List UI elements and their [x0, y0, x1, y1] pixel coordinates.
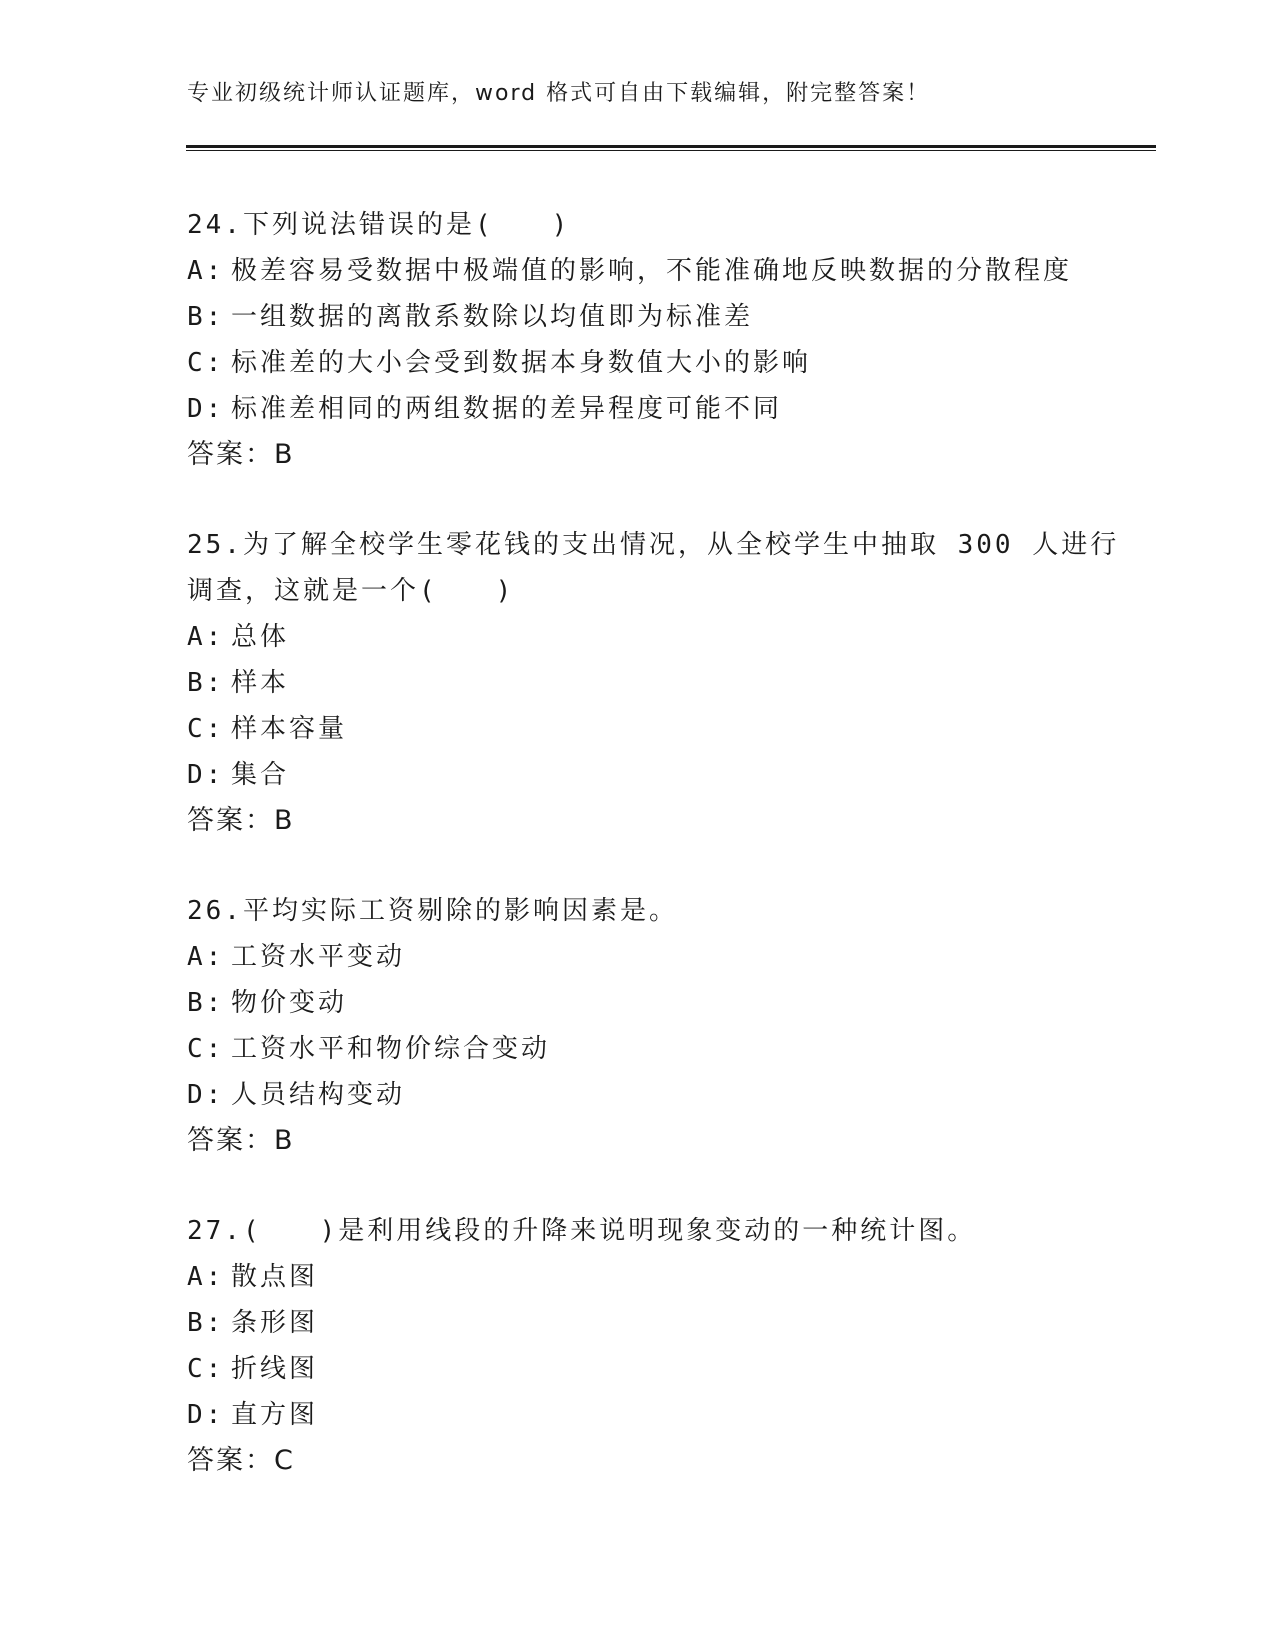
- option-text: 人员结构变动: [231, 1080, 406, 1110]
- option-a: [187, 1254, 1127, 1300]
- option-key: C:: [187, 1034, 225, 1064]
- answer-line: 答案：B: [187, 805, 295, 836]
- option-d: [187, 1392, 1127, 1438]
- option-c: [187, 706, 1127, 752]
- option-text: 折线图: [231, 1354, 319, 1384]
- question-26: [187, 888, 1127, 1164]
- option-key: D:: [187, 394, 225, 424]
- option-b: [187, 1300, 1127, 1346]
- question-stem: 25.为了解全校学生零花钱的支出情况，从全校学生中抽取 300 人进行: [187, 530, 1120, 560]
- option-text: 散点图: [231, 1262, 319, 1292]
- page-header: 专业初级统计师认证题库，word 格式可自由下载编辑，附完整答案！: [187, 81, 931, 106]
- option-text: 标准差的大小会受到数据本身数值大小的影响: [231, 348, 812, 378]
- option-b: [187, 294, 1127, 340]
- option-a: [187, 934, 1127, 980]
- option-text: 条形图: [231, 1308, 319, 1338]
- question-25: [187, 522, 1127, 844]
- option-text: 工资水平和物价综合变动: [231, 1034, 551, 1064]
- option-a: [187, 248, 1127, 294]
- option-key: B:: [187, 1308, 225, 1338]
- option-key: B:: [187, 988, 225, 1018]
- option-key: A:: [187, 942, 225, 972]
- answer-line: 答案：C: [187, 1445, 295, 1476]
- option-text: 标准差相同的两组数据的差异程度可能不同: [231, 394, 783, 424]
- option-d: [187, 752, 1127, 798]
- option-text: 样本容量: [231, 714, 348, 744]
- question-stem: 27.( )是利用线段的升降来说明现象变动的一种统计图。: [187, 1216, 977, 1246]
- option-key: B:: [187, 668, 225, 698]
- question-27: [187, 1208, 1127, 1484]
- option-text: 工资水平变动: [231, 942, 406, 972]
- option-key: D:: [187, 1400, 225, 1430]
- option-c: [187, 1026, 1127, 1072]
- answer-line: 答案：B: [187, 1125, 295, 1156]
- option-text: 集合: [231, 760, 290, 790]
- option-c: [187, 1346, 1127, 1392]
- option-text: 样本: [231, 668, 290, 698]
- option-text: 一组数据的离散系数除以均值即为标准差: [231, 302, 754, 332]
- option-d: [187, 1072, 1127, 1118]
- option-key: D:: [187, 760, 225, 790]
- option-d: [187, 386, 1127, 432]
- question-stem: 24.下列说法错误的是( ): [187, 210, 571, 240]
- option-a: [187, 614, 1127, 660]
- question-24: [187, 202, 1127, 478]
- option-key: C:: [187, 1354, 225, 1384]
- option-key: D:: [187, 1080, 225, 1110]
- question-stem: 26.平均实际工资剔除的影响因素是。: [187, 896, 678, 926]
- option-key: A:: [187, 1262, 225, 1292]
- option-key: A:: [187, 256, 225, 286]
- option-text: 物价变动: [231, 988, 348, 1018]
- option-b: [187, 660, 1127, 706]
- option-b: [187, 980, 1127, 1026]
- option-key: C:: [187, 348, 225, 378]
- option-text: 极差容易受数据中极端值的影响，不能准确地反映数据的分散程度: [231, 256, 1073, 286]
- question-stem-continued: 调查，这就是一个( ): [187, 576, 515, 606]
- option-key: B:: [187, 302, 225, 332]
- answer-line: 答案：B: [187, 439, 295, 470]
- option-c: [187, 340, 1127, 386]
- header-rule-thick: [186, 145, 1156, 148]
- option-text: 直方图: [231, 1400, 319, 1430]
- option-key: C:: [187, 714, 225, 744]
- question-list: [187, 202, 1127, 1528]
- option-key: A:: [187, 622, 225, 652]
- header-rule-thin: [186, 150, 1156, 151]
- option-text: 总体: [231, 622, 290, 652]
